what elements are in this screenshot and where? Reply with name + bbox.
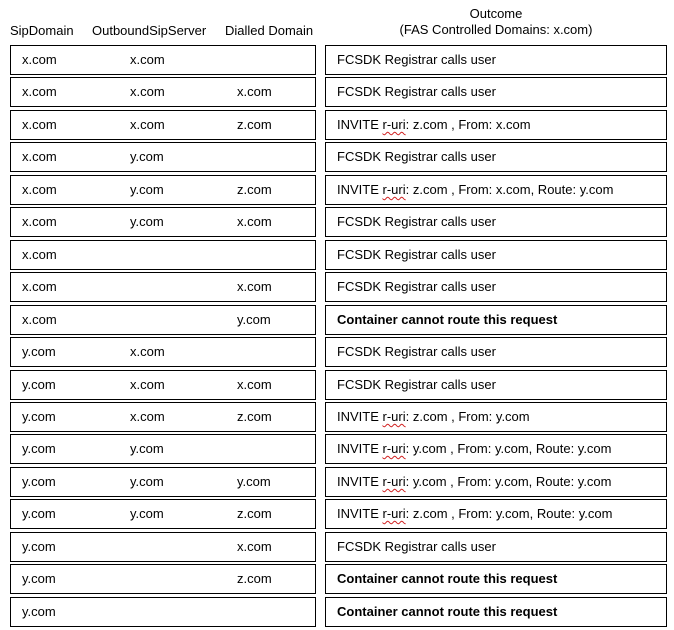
table-row: [0, 467, 674, 497]
table-row: [0, 597, 674, 627]
row-outcome-box: [325, 499, 667, 529]
header-outcome-title: Outcome: [469, 6, 523, 21]
row-parameters-box: [10, 434, 316, 464]
row-outcome-box: [325, 597, 667, 627]
table-row: [0, 499, 674, 529]
cell-outcome: FCSDK Registrar calls user: [337, 214, 496, 229]
row-parameters-box: [10, 77, 316, 107]
cell-outbound-sip-server: y.com: [130, 474, 164, 489]
row-outcome-box: [325, 175, 667, 205]
cell-outcome: FCSDK Registrar calls user: [337, 149, 496, 164]
cell-outcome: FCSDK Registrar calls user: [337, 279, 496, 294]
cell-sip-domain: x.com: [22, 84, 57, 99]
cell-outbound-sip-server: x.com: [130, 377, 165, 392]
row-outcome-box: [325, 77, 667, 107]
cell-dialled-domain: z.com: [237, 506, 272, 521]
cell-dialled-domain: x.com: [237, 279, 272, 294]
cell-sip-domain: x.com: [22, 149, 57, 164]
cell-outcome: Container cannot route this request: [337, 312, 558, 327]
cell-outbound-sip-server: y.com: [130, 441, 164, 456]
cell-dialled-domain: x.com: [237, 84, 272, 99]
cell-sip-domain: x.com: [22, 279, 57, 294]
cell-dialled-domain: y.com: [237, 474, 271, 489]
cell-outbound-sip-server: x.com: [130, 52, 165, 67]
cell-sip-domain: x.com: [22, 52, 57, 67]
row-parameters-box: [10, 175, 316, 205]
table-row: [0, 305, 674, 335]
row-parameters-box: [10, 142, 316, 172]
header-outbound-sip-server: OutboundSipServer: [92, 23, 207, 38]
cell-dialled-domain: z.com: [237, 409, 272, 424]
cell-outcome: FCSDK Registrar calls user: [337, 247, 496, 262]
row-outcome-box: [325, 110, 667, 140]
cell-outcome: INVITE r-uri: z.com , From: x.com: [337, 117, 531, 132]
row-outcome-box: [325, 532, 667, 562]
cell-sip-domain: y.com: [22, 441, 56, 456]
table-row: [0, 207, 674, 237]
cell-outcome: INVITE r-uri: z.com , From: y.com: [337, 409, 530, 424]
row-outcome-box: [325, 142, 667, 172]
row-parameters-box: [10, 564, 316, 594]
table-row: [0, 77, 674, 107]
row-parameters-box: [10, 467, 316, 497]
cell-outcome: FCSDK Registrar calls user: [337, 344, 496, 359]
cell-sip-domain: y.com: [22, 604, 56, 619]
cell-sip-domain: y.com: [22, 409, 56, 424]
row-parameters-box: [10, 532, 316, 562]
row-outcome-box: [325, 305, 667, 335]
row-parameters-box: [10, 110, 316, 140]
row-parameters-box: [10, 337, 316, 367]
cell-dialled-domain: z.com: [237, 117, 272, 132]
row-outcome-box: [325, 564, 667, 594]
cell-outcome: INVITE r-uri: z.com , From: x.com, Route: y.com: [337, 182, 614, 197]
table-row: [0, 337, 674, 367]
table-row: [0, 110, 674, 140]
cell-outcome: Container cannot route this request: [337, 571, 558, 586]
row-outcome-box: [325, 45, 667, 75]
table-row: [0, 564, 674, 594]
row-outcome-box: [325, 434, 667, 464]
cell-outcome: FCSDK Registrar calls user: [337, 84, 496, 99]
cell-sip-domain: x.com: [22, 214, 57, 229]
table-row: [0, 434, 674, 464]
cell-dialled-domain: z.com: [237, 571, 272, 586]
cell-sip-domain: x.com: [22, 117, 57, 132]
row-outcome-box: [325, 402, 667, 432]
cell-sip-domain: x.com: [22, 182, 57, 197]
cell-sip-domain: x.com: [22, 312, 57, 327]
row-parameters-box: [10, 402, 316, 432]
cell-outcome: FCSDK Registrar calls user: [337, 52, 496, 67]
cell-sip-domain: y.com: [22, 474, 56, 489]
cell-sip-domain: y.com: [22, 377, 56, 392]
cell-outbound-sip-server: x.com: [130, 344, 165, 359]
table-row: [0, 240, 674, 270]
cell-outcome: FCSDK Registrar calls user: [337, 539, 496, 554]
cell-outcome: FCSDK Registrar calls user: [337, 377, 496, 392]
cell-dialled-domain: x.com: [237, 539, 272, 554]
cell-outbound-sip-server: x.com: [130, 117, 165, 132]
cell-dialled-domain: x.com: [237, 377, 272, 392]
header-dialled-domain: Dialled Domain: [225, 23, 314, 38]
row-parameters-box: [10, 499, 316, 529]
cell-sip-domain: y.com: [22, 506, 56, 521]
header-outcome: [325, 6, 667, 38]
row-outcome-box: [325, 207, 667, 237]
table-row: [0, 272, 674, 302]
table-row: [0, 45, 674, 75]
row-parameters-box: [10, 240, 316, 270]
cell-outbound-sip-server: y.com: [130, 506, 164, 521]
cell-outbound-sip-server: x.com: [130, 84, 165, 99]
table-row: [0, 175, 674, 205]
table-row: [0, 532, 674, 562]
row-parameters-box: [10, 597, 316, 627]
cell-outbound-sip-server: y.com: [130, 182, 164, 197]
row-parameters-box: [10, 45, 316, 75]
row-parameters-box: [10, 272, 316, 302]
cell-sip-domain: y.com: [22, 571, 56, 586]
row-parameters-box: [10, 207, 316, 237]
cell-outbound-sip-server: y.com: [130, 214, 164, 229]
cell-outbound-sip-server: y.com: [130, 149, 164, 164]
cell-outcome: INVITE r-uri: y.com , From: y.com, Route: y.com: [337, 474, 612, 489]
row-outcome-box: [325, 272, 667, 302]
row-outcome-box: [325, 240, 667, 270]
cell-dialled-domain: z.com: [237, 182, 272, 197]
cell-dialled-domain: y.com: [237, 312, 271, 327]
header-sip-domain: SipDomain: [10, 23, 74, 38]
cell-sip-domain: y.com: [22, 539, 56, 554]
row-parameters-box: [10, 370, 316, 400]
cell-outbound-sip-server: x.com: [130, 409, 165, 424]
cell-dialled-domain: x.com: [237, 214, 272, 229]
row-outcome-box: [325, 337, 667, 367]
table-row: [0, 370, 674, 400]
row-outcome-box: [325, 370, 667, 400]
cell-sip-domain: y.com: [22, 344, 56, 359]
row-parameters-box: [10, 305, 316, 335]
cell-outcome: INVITE r-uri: z.com , From: y.com, Route: y.com: [337, 506, 613, 521]
header-outcome-subtitle: (FAS Controlled Domains: x.com): [399, 22, 593, 37]
cell-sip-domain: x.com: [22, 247, 57, 262]
table-row: [0, 402, 674, 432]
cell-outcome: Container cannot route this request: [337, 604, 558, 619]
cell-outcome: INVITE r-uri: y.com , From: y.com, Route: y.com: [337, 441, 612, 456]
table-row: [0, 142, 674, 172]
row-outcome-box: [325, 467, 667, 497]
